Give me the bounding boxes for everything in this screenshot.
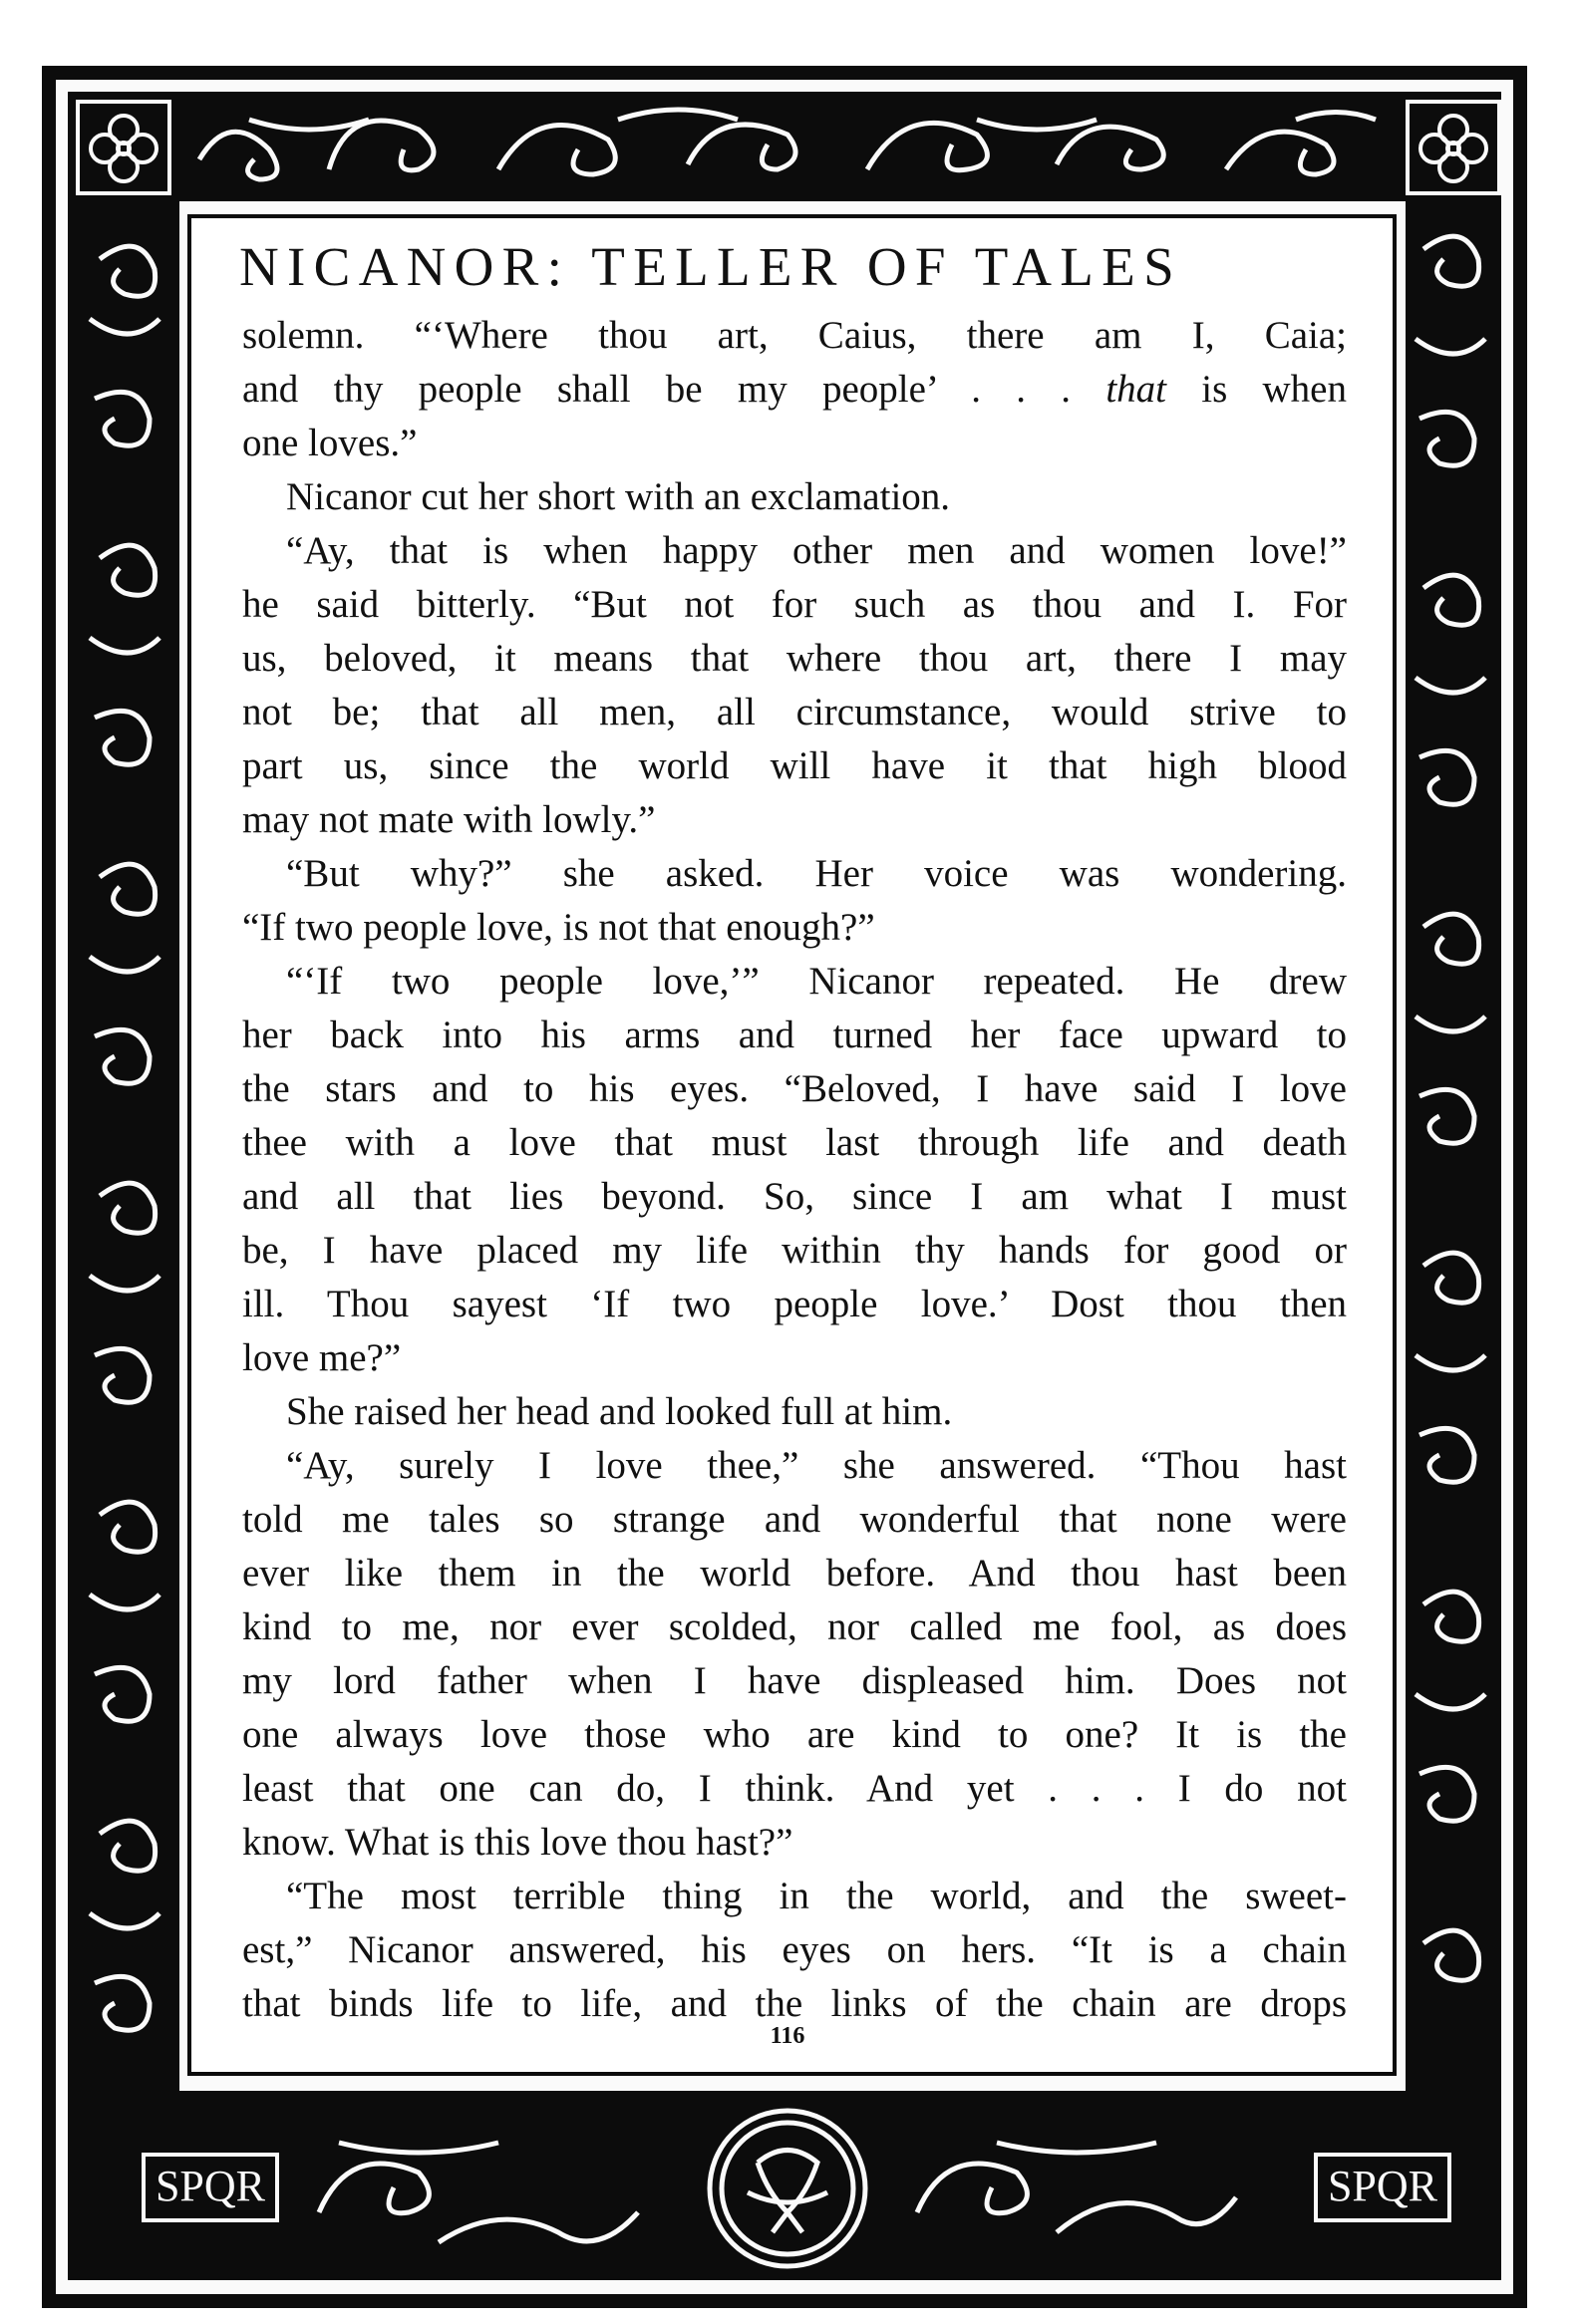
text-line: the stars and to his eyes. “Beloved, I have said I love [242,1067,1347,1110]
spqr-emblem-right: SPQR [1314,2153,1451,2222]
text-line: know. What is this love thou hast?” [242,1821,793,1864]
text-line: one loves.” [242,422,418,464]
text-line: kind to me, nor ever scolded, nor called me fool, as does [242,1605,1347,1648]
text-line: “The most terrible thing in the world, and the sweet- [286,1875,1347,1917]
text-line: ill. Thou sayest ‘If two people love.’ Dost thou then [242,1283,1347,1325]
text-line: one always love those who are kind to one? It is the [242,1713,1347,1756]
body-text [242,309,1347,2031]
text-line: ever like them in the world before. And thou hast been [242,1552,1347,1595]
text-line: “But why?” she asked. Her voice was wondering. [286,852,1347,895]
text-line: “Ay, surely I love thee,” she answered. “Thou hast [286,1444,1347,1487]
text-line: least that one can do, I think. And yet . . . I do not [242,1767,1347,1810]
text-line: part us, since the world will have it that high blood [242,744,1347,787]
text-line: that binds life to life, and the links of the chain are drops [242,1982,1347,2025]
text-line: “If two people love, is not that enough?” [242,906,875,949]
text-line: told me tales so strange and wonderful that none were [242,1498,1347,1541]
spqr-emblem-left: SPQR [142,2153,279,2222]
text-line: her back into his arms and turned her face upward to [242,1014,1347,1056]
text-line: She raised her head and looked full at him. [286,1390,953,1433]
text-line: and thy people shall be my people’ . . . that is when [242,368,1347,411]
text-line: thee with a love that must last through life and death [242,1121,1347,1164]
text-line: “Ay, that is when happy other men and women love!” [286,529,1347,572]
text-line: est,” Nicanor answered, his eyes on hers. “It is a chain [242,1928,1347,1971]
text-line: solemn. “‘Where thou art, Caius, there am I, Caia; [242,314,1347,357]
text-line: us, beloved, it means that where thou art, there I may [242,637,1347,680]
text-line: love me?” [242,1336,402,1379]
text-line: he said bitterly. “But not for such as thou and I. For [242,583,1347,626]
running-head: NICANOR: TELLER OF TALES [239,236,1182,297]
text-line: may not mate with lowly.” [242,798,656,841]
text-line: Nicanor cut her short with an exclamation. [286,475,951,518]
text-line: not be; that all men, all circumstance, would strive to [242,691,1347,733]
text-line: be, I have placed my life within thy hands for good or [242,1229,1347,1272]
text-line: “‘If two people love,’” Nicanor repeated. He drew [286,960,1347,1003]
text-line: and all that lies beyond. So, since I am what I must [242,1175,1347,1218]
text-line: my lord father when I have displeased him. Does not [242,1659,1347,1702]
page-number: 116 [770,2023,805,2049]
